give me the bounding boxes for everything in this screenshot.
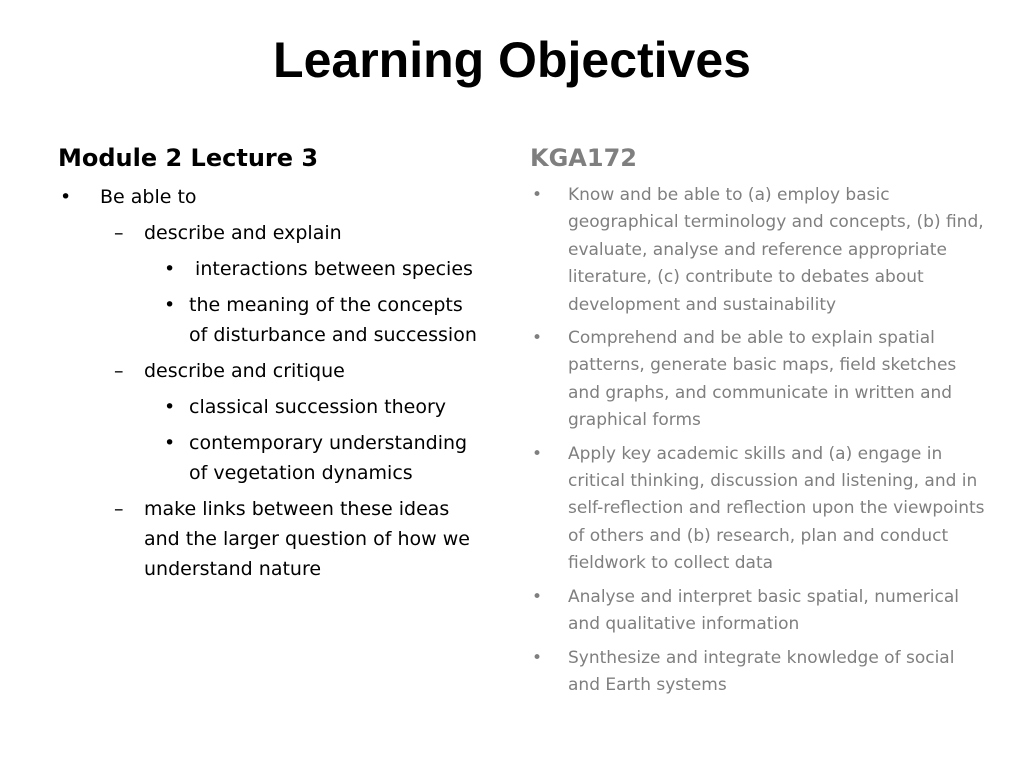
bullet-glyph: • — [532, 328, 543, 349]
sub-sub-list-item-text: contemporary understanding of vegetation dynamics — [189, 432, 468, 484]
sub-sub-list-item — [58, 254, 478, 284]
right-column-heading: KGA172 — [530, 144, 637, 172]
sub-sub-list-item-text: interactions between species — [189, 258, 473, 280]
dash-glyph: – — [114, 360, 124, 382]
list-item-text: Be able to — [100, 186, 197, 208]
list-item — [530, 584, 990, 639]
bullet-glyph: • — [164, 432, 176, 454]
right-column — [530, 140, 990, 705]
list-item-text: Analyse and interpret basic spatial, numerical and qualitative information — [568, 586, 959, 635]
list-item-text: Know and be able to (a) employ basic geographical terminology and concepts, (b) find, evaluate, analyse and reference appropriate literature, (c) contribute to debates about development and sustainability — [568, 185, 984, 315]
list-item-text: Apply key academic skills and (a) engage in critical thinking, discussion and listening, and in self-reflection and reflection upon the viewpoints of others and (b) research, plan and conduct fieldwork to collect data — [568, 443, 985, 574]
sub-sub-list-item-text: classical succession theory — [189, 396, 447, 418]
bullet-glyph: • — [532, 586, 543, 607]
sub-sub-list-item — [58, 290, 478, 350]
bullet-glyph: • — [164, 258, 176, 280]
sub-list-item-text: make links between these ideas and the larger question of how we understand nature — [144, 498, 470, 580]
bullet-glyph: • — [60, 186, 72, 208]
left-column-heading: Module 2 Lecture 3 — [58, 144, 319, 172]
right-objectives-list — [530, 182, 990, 699]
sub-sub-list-item — [58, 428, 478, 488]
list-item-text: Synthesize and integrate knowledge of social and Earth systems — [568, 647, 955, 695]
sub-list-item-text: describe and explain — [144, 222, 342, 244]
left-objectives-list — [58, 182, 478, 584]
bullet-glyph: • — [532, 185, 543, 205]
bullet-glyph: • — [532, 443, 543, 464]
slide-title: Learning Objectives — [273, 32, 751, 88]
bullet-glyph: • — [164, 294, 176, 316]
list-item-text: Comprehend and be able to explain spatial patterns, generate basic maps, field sketches and graphs, and communicate in written and graphical forms — [568, 328, 957, 431]
list-item — [58, 182, 478, 212]
sub-sub-list-item — [58, 392, 478, 422]
list-item — [530, 645, 990, 700]
list-item — [530, 325, 990, 435]
bullet-glyph: • — [532, 647, 543, 668]
sub-list-item — [58, 356, 478, 386]
list-item — [530, 441, 990, 578]
left-column — [58, 140, 478, 584]
dash-glyph: – — [114, 498, 124, 520]
list-item — [530, 182, 990, 319]
sub-list-item — [58, 218, 478, 248]
sub-list-item — [58, 494, 478, 584]
sub-list-item-text: describe and critique — [144, 360, 345, 382]
dash-glyph: – — [114, 222, 124, 244]
sub-sub-list-item-text: the meaning of the concepts of disturbance and succession — [189, 294, 477, 346]
bullet-glyph: • — [164, 396, 176, 418]
